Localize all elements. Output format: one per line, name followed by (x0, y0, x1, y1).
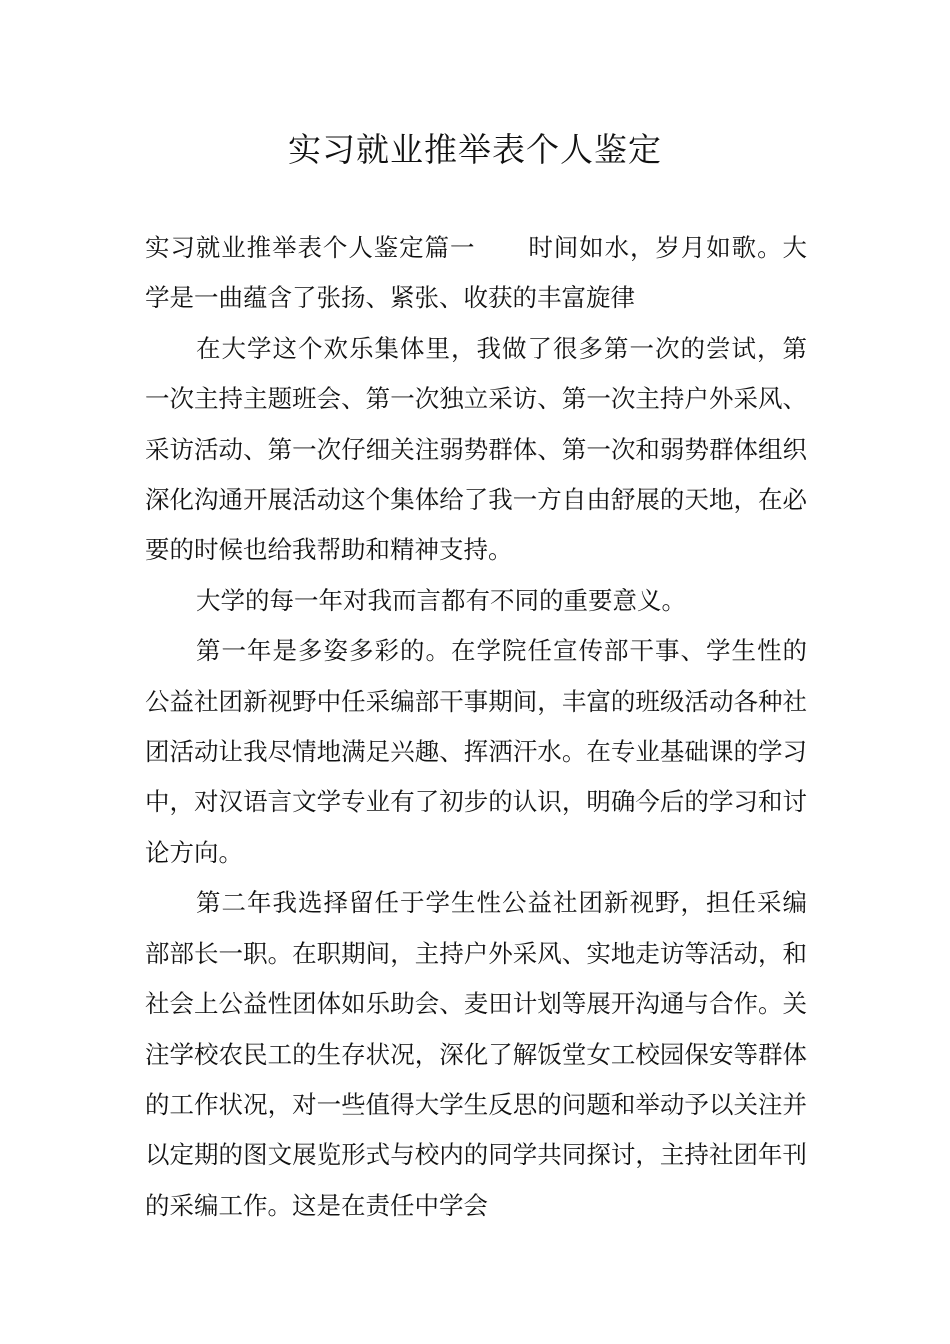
document-body (145, 223, 807, 1231)
paragraph-4: 第二年我选择留任于学生性公益社团新视野，担任采编部部长一职。在职期间，主持户外采风、实地走访等活动，和社会上公益性团体如乐助会、麦田计划等展开沟通与合作。关注学校农民工的生存状况，深化了解饭堂女工校园保安等群体的工作状况，对一些值得大学生反思的问题和举动予以关注并以定期的图文展览形式与校内的同学共同探讨，主持社团年刊的采编工作。这是在责任中学会 (145, 888, 807, 1220)
paragraph-2: 大学的每一年对我而言都有不同的重要意义。 (196, 585, 686, 615)
paragraph-3: 第一年是多姿多彩的。在学院任宣传部干事、学生性的公益社团新视野中任采编部干事期间，丰富的班级活动各种社团活动让我尽情地满足兴趣、挥洒汗水。在专业基础课的学习中，对汉语言文学专业有了初步的认识，明确今后的学习和讨论方向。 (145, 636, 807, 867)
paragraph-1: 在大学这个欢乐集体里，我做了很多第一次的尝试，第一次主持主题班会、第一次独立采访、第一次主持户外采风、采访活动、第一次仔细关注弱势群体、第一次和弱势群体组织深化沟通开展活动这个集体给了我一方自由舒展的天地，在必要的时候也给我帮助和精神支持。 (145, 333, 807, 565)
intro-paragraph (145, 223, 807, 324)
document-title: 实习就业推举表个人鉴定 (288, 130, 662, 169)
intro-text: 时间如水，岁月如歌。大学是一曲蕴含了张扬、紧张、收获的丰富旋律 (145, 233, 808, 313)
intro-heading: 实习就业推举表个人鉴定篇一 (145, 233, 476, 262)
